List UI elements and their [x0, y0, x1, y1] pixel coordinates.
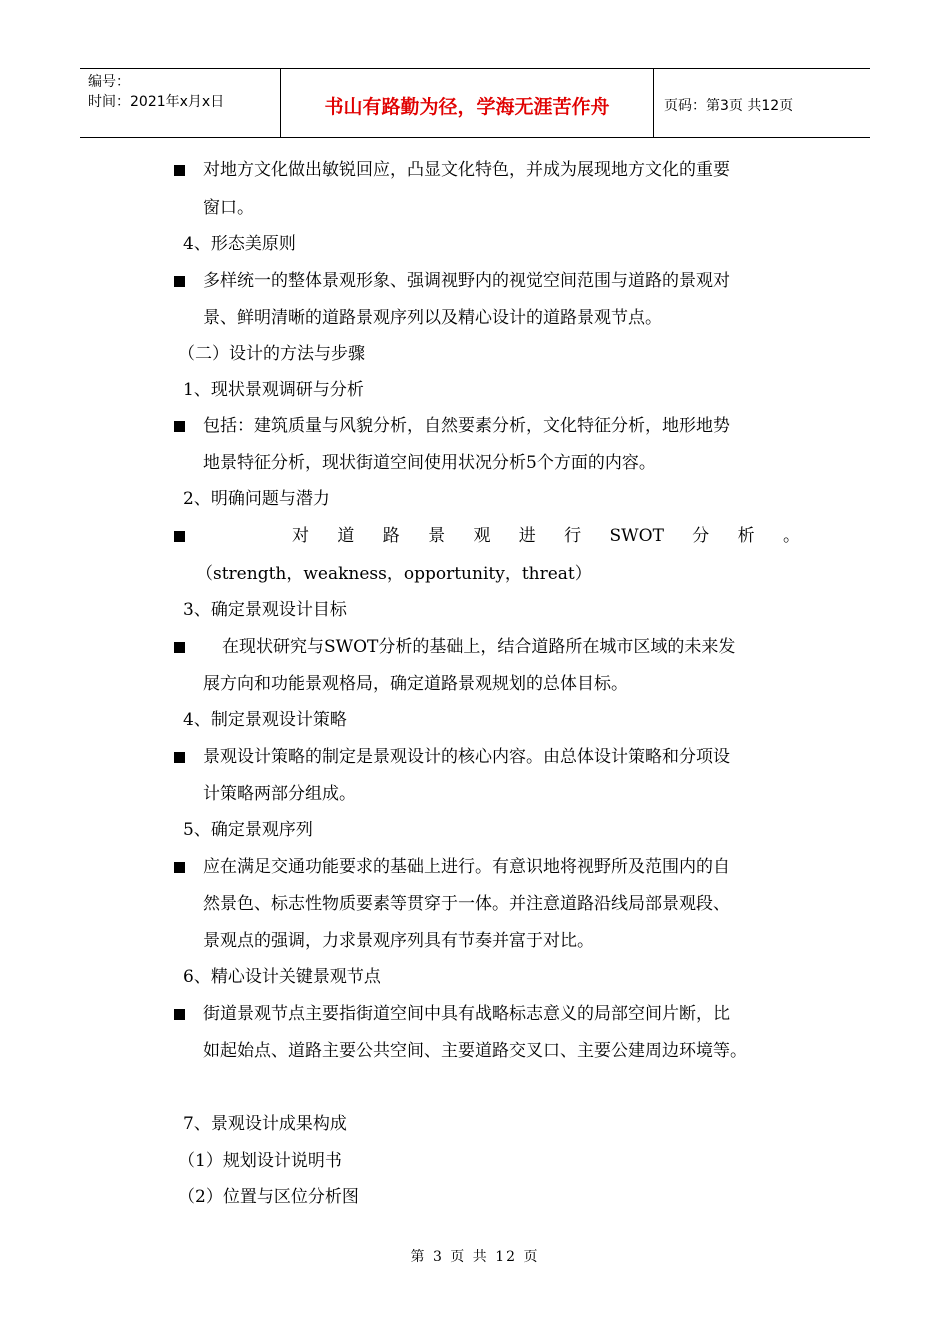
- word: 景: [428, 526, 446, 546]
- word: 路: [382, 526, 400, 546]
- word: SWOT: [609, 526, 664, 546]
- text-line: 地景特征分析，现状街道空间使用状况分析5个方面的内容。: [203, 453, 656, 473]
- page-footer: 第 3 页 共 12 页: [410, 1249, 540, 1265]
- section-heading: 3、确定景观设计目标: [183, 600, 347, 620]
- bullet-icon: [174, 531, 185, 542]
- header-page-info: 页码：第3页 共12页: [664, 98, 794, 114]
- word: 。: [783, 526, 800, 546]
- section-heading: 5、确定景观序列: [183, 820, 313, 840]
- bullet-icon: [174, 276, 185, 287]
- list-item: （2）位置与区位分析图: [178, 1187, 359, 1207]
- word: 析: [737, 526, 755, 546]
- text-line: 包括：建筑质量与风貌分析，自然要素分析，文化特征分析，地形地势: [203, 416, 730, 436]
- section-heading: 6、精心设计关键景观节点: [183, 967, 381, 987]
- page-header: [80, 68, 870, 138]
- text-line: 展方向和功能景观格局，确定道路景观规划的总体目标。: [203, 674, 628, 694]
- list-item: （1）规划设计说明书: [178, 1151, 342, 1171]
- section-heading: （二）设计的方法与步骤: [178, 344, 365, 364]
- text-line: （strength，weakness，opportunity，threat）: [196, 564, 592, 584]
- text-line: 在现状研究与SWOT分析的基础上，结合道路所在城市区域的未来发: [222, 637, 736, 657]
- text-line: 窗口。: [203, 198, 254, 218]
- text-line: 如起始点、道路主要公共空间、主要道路交叉口、主要公建周边环境等。: [203, 1041, 747, 1061]
- bullet-icon: [174, 1009, 185, 1020]
- section-heading: 1、现状景观调研与分析: [183, 380, 364, 400]
- text-line: 对地方文化做出敏锐回应，凸显文化特色，并成为展现地方文化的重要: [203, 160, 730, 180]
- word: 对: [292, 526, 309, 546]
- word: 分: [692, 526, 710, 546]
- bullet-icon: [174, 862, 185, 873]
- text-line: 计策略两部分组成。: [203, 784, 356, 804]
- section-heading: 7、景观设计成果构成: [183, 1114, 347, 1134]
- header-motto: 书山有路勤为径，学海无涯苦作舟: [281, 69, 654, 137]
- bullet-icon: [174, 421, 185, 432]
- bullet-icon: [174, 752, 185, 763]
- text-line: 应在满足交通功能要求的基础上进行。有意识地将视野所及范围内的自: [203, 857, 730, 877]
- number-label: 编号：: [88, 74, 130, 90]
- section-heading: 4、制定景观设计策略: [183, 710, 347, 730]
- text-line: 街道景观节点主要指街道空间中具有战略标志意义的局部空间片断，比: [203, 1004, 730, 1024]
- justified-line: [292, 524, 800, 548]
- text-line: 然景色、标志性物质要素等贯穿于一体。并注意道路沿线局部景观段、: [203, 894, 730, 914]
- bullet-icon: [174, 642, 185, 653]
- section-heading: 4、形态美原则: [183, 234, 296, 254]
- time-label: 时间：2021年x月x日: [88, 94, 225, 110]
- word: 行: [564, 526, 582, 546]
- text-line: 景观点的强调，力求景观序列具有节奏并富于对比。: [203, 931, 594, 951]
- text-line: 景、鲜明清晰的道路景观序列以及精心设计的道路景观节点。: [203, 308, 662, 328]
- bullet-icon: [174, 165, 185, 176]
- word: 道: [337, 526, 355, 546]
- text-line: 景观设计策略的制定是景观设计的核心内容。由总体设计策略和分项设: [203, 747, 730, 767]
- word: 观: [473, 526, 491, 546]
- text-line: 多样统一的整体景观形象、强调视野内的视觉空间范围与道路的景观对: [203, 271, 730, 291]
- section-heading: 2、明确问题与潜力: [183, 489, 330, 509]
- word: 进: [518, 526, 536, 546]
- header-meta: [80, 69, 281, 137]
